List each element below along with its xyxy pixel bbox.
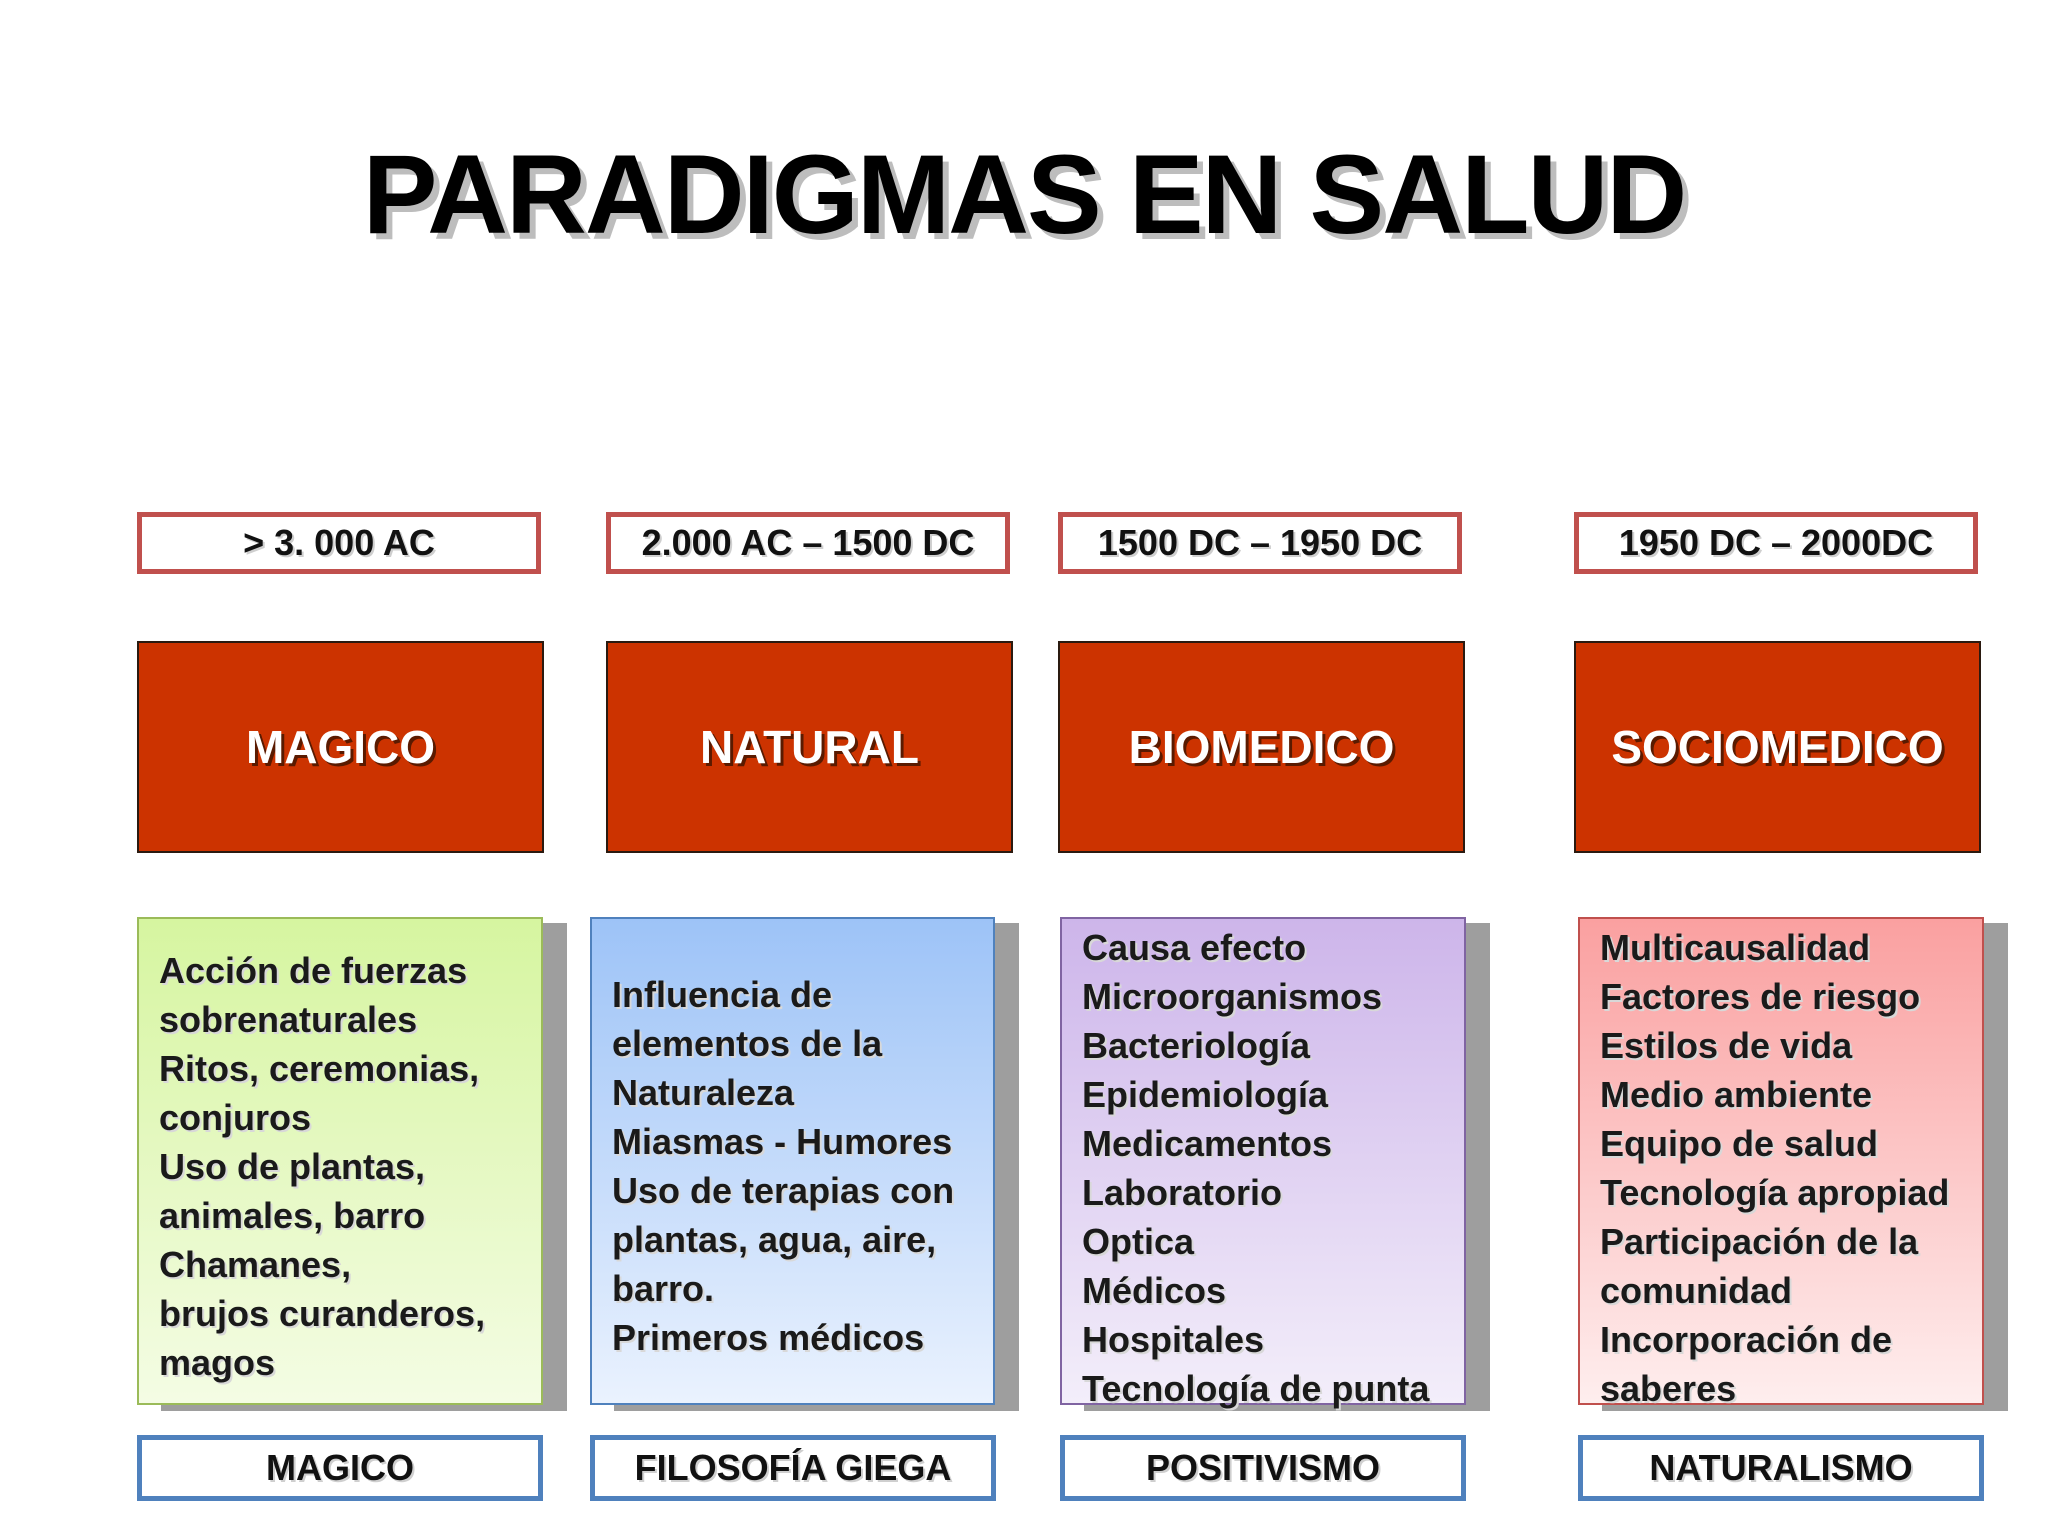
content-line: Tecnología apropiad bbox=[1600, 1172, 1950, 1213]
content-line: Medicamentos bbox=[1082, 1123, 1333, 1164]
period-box-natural: 2.000 AC – 1500 DC bbox=[606, 512, 1010, 574]
content-line: Participación de la bbox=[1600, 1221, 1919, 1262]
philosophy-box-magico: MAGICO bbox=[137, 1435, 543, 1501]
content-box-magico bbox=[137, 917, 543, 1405]
content-box-sociomedico bbox=[1578, 917, 1984, 1409]
content-line: Uso de terapias con bbox=[612, 1170, 955, 1211]
content-line: saberes bbox=[1600, 1368, 1737, 1409]
philosophy-box-filosofia-griega: FILOSOFÍA GIEGA bbox=[590, 1435, 996, 1501]
content-line: Acción de fuerzas bbox=[159, 949, 468, 991]
period-box-magico: > 3. 000 AC bbox=[137, 512, 541, 574]
content-line: Estilos de vida bbox=[1600, 1025, 1853, 1066]
content-line: Médicos bbox=[1082, 1270, 1227, 1311]
content-line: Causa efecto bbox=[1082, 927, 1307, 968]
content-line: Influencia de bbox=[612, 974, 833, 1015]
philosophy-box-positivismo: POSITIVISMO bbox=[1060, 1435, 1466, 1501]
content-panel-biomedico bbox=[1060, 917, 1466, 1409]
paradigm-box-sociomedico: SOCIOMEDICO bbox=[1574, 641, 1981, 853]
content-box-biomedico bbox=[1060, 917, 1466, 1409]
content-panel-sociomedico bbox=[1578, 917, 1984, 1409]
content-line: Miasmas - Humores bbox=[612, 1121, 953, 1162]
content-line: magos bbox=[159, 1341, 276, 1383]
content-line: conjuros bbox=[159, 1096, 312, 1138]
content-line: elementos de la bbox=[612, 1023, 883, 1064]
content-line: Epidemiología bbox=[1082, 1074, 1329, 1115]
content-line: Uso de plantas, bbox=[159, 1145, 426, 1187]
content-line: Primeros médicos bbox=[612, 1317, 925, 1358]
content-line: Incorporación de bbox=[1600, 1319, 1893, 1360]
content-line: Tecnología de punta bbox=[1082, 1368, 1430, 1409]
content-line: Laboratorio bbox=[1082, 1172, 1283, 1213]
paradigm-box-biomedico: BIOMEDICO bbox=[1058, 641, 1465, 853]
paradigm-box-natural: NATURAL bbox=[606, 641, 1013, 853]
slide-title: PARADIGMAS EN SALUD bbox=[362, 132, 1686, 257]
content-line: Equipo de salud bbox=[1600, 1123, 1879, 1164]
content-line: Bacteriología bbox=[1082, 1025, 1311, 1066]
paradigm-box-magico: MAGICO bbox=[137, 641, 544, 853]
content-line: Optica bbox=[1082, 1221, 1195, 1262]
content-line: plantas, agua, aire, bbox=[612, 1219, 937, 1260]
philosophy-box-naturalismo: NATURALISMO bbox=[1578, 1435, 1984, 1501]
content-box-natural bbox=[590, 917, 995, 1405]
content-line: sobrenaturales bbox=[159, 998, 418, 1040]
content-line: comunidad bbox=[1600, 1270, 1793, 1311]
content-panel-natural bbox=[590, 917, 995, 1405]
content-line: animales, barro bbox=[159, 1194, 426, 1236]
content-line: barro. bbox=[612, 1268, 715, 1309]
content-line: Chamanes, bbox=[159, 1243, 352, 1285]
content-line: brujos curanderos, bbox=[159, 1292, 486, 1334]
content-panel-magico bbox=[137, 917, 543, 1405]
content-line: Ritos, ceremonias, bbox=[159, 1047, 480, 1089]
content-line: Medio ambiente bbox=[1600, 1074, 1873, 1115]
content-line: Hospitales bbox=[1082, 1319, 1265, 1360]
period-box-biomedico: 1500 DC – 1950 DC bbox=[1058, 512, 1462, 574]
content-line: Naturaleza bbox=[612, 1072, 795, 1113]
content-line: Factores de riesgo bbox=[1600, 976, 1921, 1017]
period-box-sociomedico: 1950 DC – 2000DC bbox=[1574, 512, 1978, 574]
content-line: Microorganismos bbox=[1082, 976, 1383, 1017]
content-line: Multicausalidad bbox=[1600, 927, 1871, 968]
